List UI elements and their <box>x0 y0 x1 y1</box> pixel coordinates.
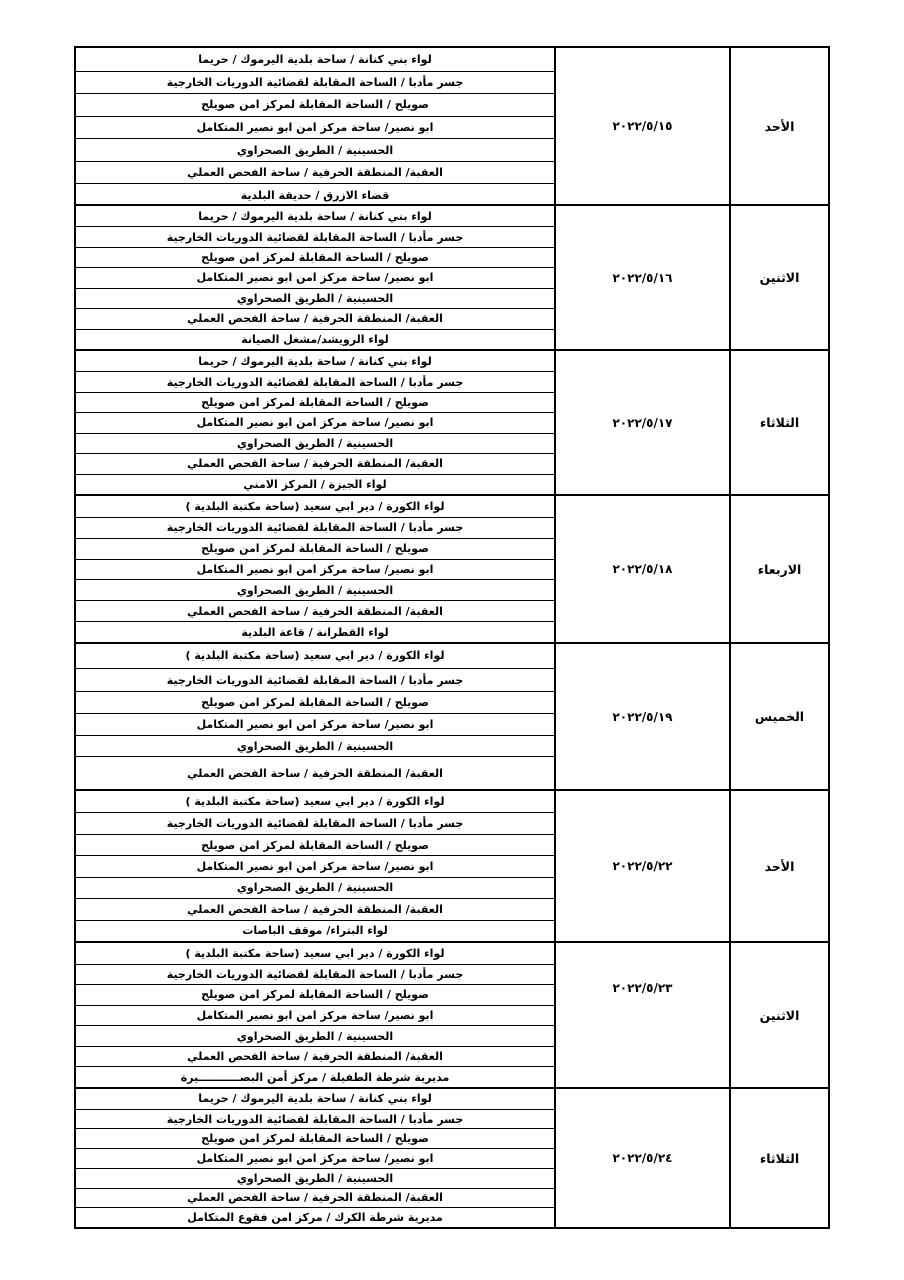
location-cell: صويلح / الساحة المقابلة لمركز امن صويلح <box>76 691 554 713</box>
day-name: الاربعاء <box>757 561 802 577</box>
location-cell: ابو نصير/ ساحة مركز امن ابو نصير المتكامل <box>76 267 554 287</box>
location-cell: جسر مأدبا / الساحة المقابلة لقضائية الدوريات الخارجية <box>76 964 554 985</box>
date-label: ٢٠٢٢/٥/١٩ <box>612 709 673 724</box>
day-block <box>74 644 830 791</box>
day-block <box>74 46 830 206</box>
location-cell: العقبة/ المنطقة الحرفية / ساحة الفحص العملي <box>76 1188 554 1208</box>
date-label: ٢٠٢٢/٥/٢٤ <box>612 1151 673 1165</box>
location-cell: صويلح / الساحة المقابلة لمركز امن صويلح <box>76 392 554 412</box>
day-name: الخميس <box>754 709 805 724</box>
day-name: الأحد <box>764 858 795 874</box>
date-label: ٢٠٢٢/٥/٢٣ <box>612 981 673 995</box>
location-cell: العقبة/ المنطقة الحرفية / ساحة الفحص العملي <box>76 1046 554 1067</box>
date-column <box>556 1089 731 1227</box>
location-cell: الحسينية / الطريق الصحراوي <box>76 735 554 757</box>
location-cell: لواء الجيزة / المركز الامني <box>76 474 554 494</box>
location-cell: مديرية شرطة الطفيلة / مركز أمن البصـــــــــــيرة <box>76 1066 554 1087</box>
location-cell: صويلح / الساحة المقابلة لمركز امن صويلح <box>76 538 554 559</box>
locations-column <box>76 1089 556 1227</box>
locations-column <box>76 206 556 349</box>
date-label: ٢٠٢٢/٥/١٧ <box>612 415 673 430</box>
location-cell: صويلح / الساحة المقابلة لمركز امن صويلح <box>76 984 554 1005</box>
day-block <box>74 351 830 496</box>
location-cell: الحسينية / الطريق الصحراوي <box>76 877 554 898</box>
date-column <box>556 943 731 1087</box>
locations-column <box>76 791 556 941</box>
date-label: ٢٠٢٢/٥/٢٢ <box>612 859 673 873</box>
day-block <box>74 496 830 644</box>
location-cell: الحسينية / الطريق الصحراوي <box>76 433 554 453</box>
day-block <box>74 791 830 943</box>
day-name: الثلاثاء <box>759 415 800 430</box>
day-column <box>731 48 828 204</box>
day-column <box>731 351 828 494</box>
location-cell: لواء الرويشد/مشغل الصيانة <box>76 329 554 349</box>
location-cell: جسر مأدبا / الساحة المقابلة لقضائية الدوريات الخارجية <box>76 71 554 94</box>
location-cell: ابو نصير/ ساحة مركز امن ابو نصير المتكامل <box>76 713 554 735</box>
location-cell: جسر مأدبا / الساحة المقابلة لقضائية الدوريات الخارجية <box>76 668 554 692</box>
location-cell: ابو نصير/ ساحة مركز امن ابو نصير المتكامل <box>76 1148 554 1168</box>
locations-column <box>76 48 556 204</box>
location-cell: ابو نصير/ ساحة مركز امن ابو نصير المتكامل <box>76 559 554 580</box>
location-cell: صويلح / الساحة المقابلة لمركز امن صويلح <box>76 834 554 855</box>
location-cell: العقبة/ المنطقة الحرفية / ساحة الفحص العملي <box>76 600 554 621</box>
location-cell: لواء الكورة / دير ابي سعيد (ساحة مكتبة البلدية ) <box>185 795 445 809</box>
locations-column <box>76 644 556 789</box>
day-column <box>731 791 828 941</box>
day-block <box>74 1089 830 1229</box>
schedule-table <box>74 46 830 1229</box>
day-name: الاثنين <box>759 1007 800 1023</box>
location-cell: العقبة/ المنطقة الحرفية / ساحة الفحص العملي <box>76 453 554 473</box>
location-cell: الحسينية / الطريق الصحراوي <box>76 1025 554 1046</box>
day-column <box>731 1089 828 1227</box>
day-name: الأحد <box>764 118 795 134</box>
location-cell: لواء الكورة / دير ابي سعيد (ساحة مكتبة البلدية ) <box>185 499 445 513</box>
locations-column <box>76 351 556 494</box>
location-cell: الحسينية / الطريق الصحراوي <box>76 1168 554 1188</box>
location-cell: العقبة/ المنطقة الحرفية / ساحة الفحص العملي <box>76 308 554 328</box>
location-cell: ابو نصير/ ساحة مركز امن ابو نصير المتكامل <box>76 412 554 432</box>
location-cell: جسر مأدبا / الساحة المقابلة لقضائية الدوريات الخارجية <box>76 226 554 246</box>
location-cell: لواء الكورة / دير ابي سعيد (ساحة مكتبة البلدية ) <box>185 649 445 663</box>
location-cell: قضاء الازرق / حديقة البلدية <box>76 183 554 206</box>
location-cell: الحسينية / الطريق الصحراوي <box>76 288 554 308</box>
date-label: ٢٠٢٢/٥/١٥ <box>612 119 673 133</box>
location-cell: صويلح / الساحة المقابلة لمركز امن صويلح <box>76 247 554 267</box>
location-cell: ابو نصير/ ساحة مركز امن ابو نصير المتكامل <box>76 1005 554 1026</box>
location-cell: لواء الكورة / دير ابي سعيد (ساحة مكتبة البلدية ) <box>185 946 445 960</box>
location-cell: ابو نصير/ ساحة مركز امن ابو نصير المتكامل <box>76 116 554 139</box>
date-column <box>556 351 731 494</box>
locations-column <box>76 496 556 642</box>
location-cell: لواء بني كنانة / ساحة بلدية اليرموك / حريما <box>198 1092 432 1106</box>
date-column <box>556 496 731 642</box>
location-cell: جسر مأدبا / الساحة المقابلة لقضائية الدوريات الخارجية <box>76 1109 554 1129</box>
date-column <box>556 206 731 349</box>
day-name: الثلاثاء <box>759 1150 800 1166</box>
day-column <box>731 206 828 349</box>
date-label: ٢٠٢٢/٥/١٨ <box>612 562 673 576</box>
location-cell: العقبة/ المنطقة الحرفية / ساحة الفحص العملي <box>76 756 554 789</box>
location-cell: جسر مأدبا / الساحة المقابلة لقضائية الدوريات الخارجية <box>76 371 554 391</box>
date-label: ٢٠٢٢/٥/١٦ <box>612 270 673 285</box>
location-cell: مديرية شرطة الكرك / مركز امن فقوع المتكامل <box>76 1207 554 1227</box>
date-column <box>556 791 731 941</box>
day-block <box>74 206 830 351</box>
location-cell: لواء بني كنانة / ساحة بلدية اليرموك / حريما <box>198 209 432 223</box>
location-cell: الحسينية / الطريق الصحراوي <box>76 138 554 161</box>
day-name: الاثنين <box>759 270 800 285</box>
locations-column <box>76 943 556 1087</box>
location-cell: لواء البتراء/ موقف الباصات <box>76 920 554 941</box>
location-cell: لواء بني كنانة / ساحة بلدية اليرموك / حريما <box>198 52 432 66</box>
location-cell: صويلح / الساحة المقابلة لمركز امن صويلح <box>76 93 554 116</box>
location-cell: ابو نصير/ ساحة مركز امن ابو نصير المتكامل <box>76 855 554 876</box>
day-column <box>731 644 828 789</box>
location-cell: جسر مأدبا / الساحة المقابلة لقضائية الدوريات الخارجية <box>76 517 554 538</box>
location-cell: الحسينية / الطريق الصحراوي <box>76 579 554 600</box>
day-column <box>731 943 828 1087</box>
location-cell: العقبة/ المنطقة الحرفية / ساحة الفحص العملي <box>76 161 554 184</box>
date-column <box>556 644 731 789</box>
day-block <box>74 943 830 1089</box>
location-cell: جسر مأدبا / الساحة المقابلة لقضائية الدوريات الخارجية <box>76 812 554 833</box>
location-cell: لواء بني كنانة / ساحة بلدية اليرموك / حريما <box>198 354 432 368</box>
date-column <box>556 48 731 204</box>
location-cell: العقبة/ المنطقة الحرفية / ساحة الفحص العملي <box>76 898 554 919</box>
location-cell: صويلح / الساحة المقابلة لمركز امن صويلح <box>76 1128 554 1148</box>
day-column <box>731 496 828 642</box>
location-cell: لواء القطرانة / قاعة البلدية <box>76 621 554 642</box>
